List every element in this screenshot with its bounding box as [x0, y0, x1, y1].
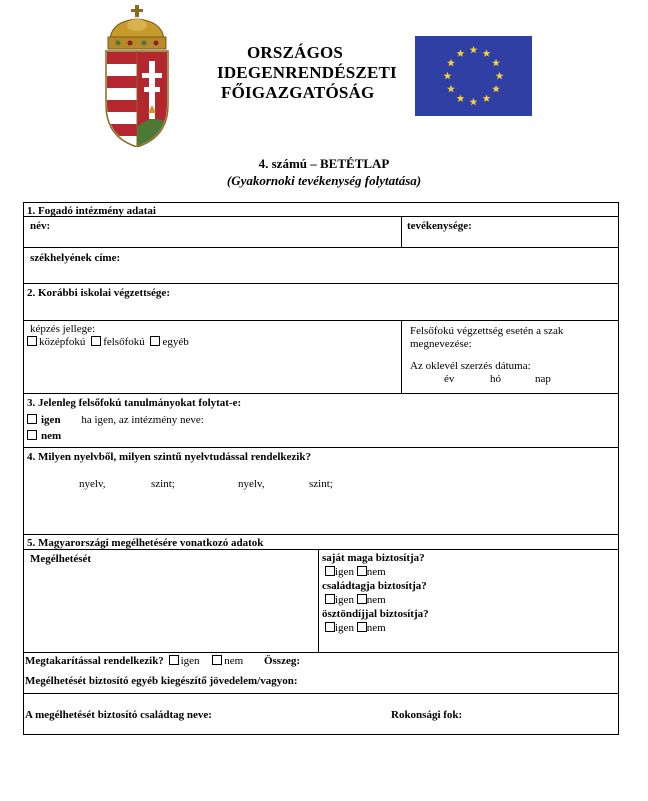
training-options [27, 336, 189, 348]
divider [23, 447, 619, 448]
section1-heading: 1. Fogadó intézmény adatai [27, 205, 156, 217]
organization-name [217, 43, 437, 103]
studying-no-row [27, 430, 61, 442]
year-label: év [444, 373, 455, 385]
divider [23, 652, 619, 653]
scholarship-yes-label: igen [335, 622, 354, 634]
livelihood-label: Megélhetését [30, 553, 92, 565]
family-yes-checkbox[interactable] [325, 594, 335, 604]
studying-no-label: nem [41, 430, 62, 442]
divider [23, 320, 619, 321]
scholarship-options [325, 622, 386, 634]
scholarship-yes-checkbox[interactable] [325, 622, 335, 632]
institution-name-label: ha igen, az intézmény neve: [81, 414, 204, 426]
self-provides-options [325, 566, 386, 578]
divider [401, 320, 402, 393]
savings-yes-label: igen [180, 655, 200, 667]
divider [318, 549, 319, 652]
studying-yes-row [27, 414, 204, 426]
activity-label: tevékenysége: [407, 220, 472, 232]
studying-yes-label: igen [41, 414, 61, 426]
training-type-label: képzés jellege: [30, 323, 96, 335]
form-title: 4. számú – BETÉTLAP [258, 156, 390, 171]
divider [23, 216, 619, 217]
family-member-name-label: A megélhetését biztosító családtag neve: [25, 709, 212, 721]
month-label: hó [490, 373, 501, 385]
higher-label: felsőfokú [103, 336, 145, 348]
self-no-checkbox[interactable] [357, 566, 367, 576]
family-provides-options [325, 594, 386, 606]
other-checkbox[interactable] [150, 336, 160, 346]
savings-no-checkbox[interactable] [212, 655, 222, 665]
other-label: egyéb [162, 336, 189, 348]
divider [23, 393, 619, 394]
level-1-label: szint; [151, 478, 175, 490]
total-amount-label: Összeg: [263, 655, 301, 667]
hungarian-coat-of-arms-logo [100, 5, 176, 147]
secondary-label: középfokú [39, 336, 86, 348]
divider [23, 283, 619, 284]
address-label: székhelyének címe: [30, 252, 121, 264]
relationship-label: Rokonsági fok: [391, 709, 463, 721]
divider [23, 549, 619, 550]
org-line-2: IDEGENRENDÉSZETI [217, 63, 397, 82]
diploma-date-label: Az oklevél szerzés dátuma: [410, 360, 531, 372]
section4-heading: 4. Milyen nyelvből, milyen szintű nyelvtudással rendelkezik? [27, 451, 311, 463]
scholarship-no-checkbox[interactable] [357, 622, 367, 632]
eu-flag-logo [415, 36, 532, 116]
level-2-label: szint; [309, 478, 333, 490]
name-label: név: [30, 220, 51, 232]
section3-heading: 3. Jelenleg felsőfokú tanulmányokat folytat-e: [27, 397, 242, 409]
org-line-3: FŐIGAZGATÓSÁG [221, 83, 375, 102]
secondary-checkbox[interactable] [27, 336, 37, 346]
language-2-label: nyelv, [238, 478, 265, 490]
other-income-label: Megélhetését biztosító egyéb kiegészítő jövedelem/vagyon: [25, 675, 298, 687]
self-yes-label: igen [335, 566, 354, 578]
savings-yes-checkbox[interactable] [169, 655, 179, 665]
section5-heading: 5. Magyarországi megélhetésére vonatkozó adatok [27, 537, 264, 549]
section2-heading: 2. Korábbi iskolai végzettsége: [27, 287, 170, 299]
day-label: nap [535, 373, 551, 385]
self-provides-question: saját maga biztosítja? [322, 552, 425, 564]
studying-no-checkbox[interactable] [27, 430, 37, 440]
savings-label: Megtakarítással rendelkezik? [25, 655, 164, 667]
form-subtitle: (Gyakornoki tevékenység folytatása) [226, 173, 422, 188]
divider [401, 216, 402, 248]
divider [23, 247, 619, 248]
savings-no-label: nem [224, 655, 244, 667]
self-yes-checkbox[interactable] [325, 566, 335, 576]
family-yes-label: igen [335, 594, 354, 606]
higher-spec-line-2: megnevezése: [410, 338, 472, 350]
self-no-label: nem [366, 566, 386, 578]
higher-spec-line-1: Felsőfokú végzettség esetén a szak [410, 325, 564, 337]
language-1-label: nyelv, [79, 478, 106, 490]
scholarship-question: ösztöndíjjal biztosítja? [322, 608, 429, 620]
family-no-checkbox[interactable] [357, 594, 367, 604]
studying-yes-checkbox[interactable] [27, 414, 37, 424]
savings-row [25, 655, 300, 667]
family-provides-question: családtagja biztosítja? [322, 580, 427, 592]
divider [23, 693, 619, 694]
scholarship-no-label: nem [366, 622, 386, 634]
divider [23, 534, 619, 535]
org-line-1: ORSZÁGOS [247, 43, 344, 62]
higher-checkbox[interactable] [91, 336, 101, 346]
family-no-label: nem [366, 594, 386, 606]
